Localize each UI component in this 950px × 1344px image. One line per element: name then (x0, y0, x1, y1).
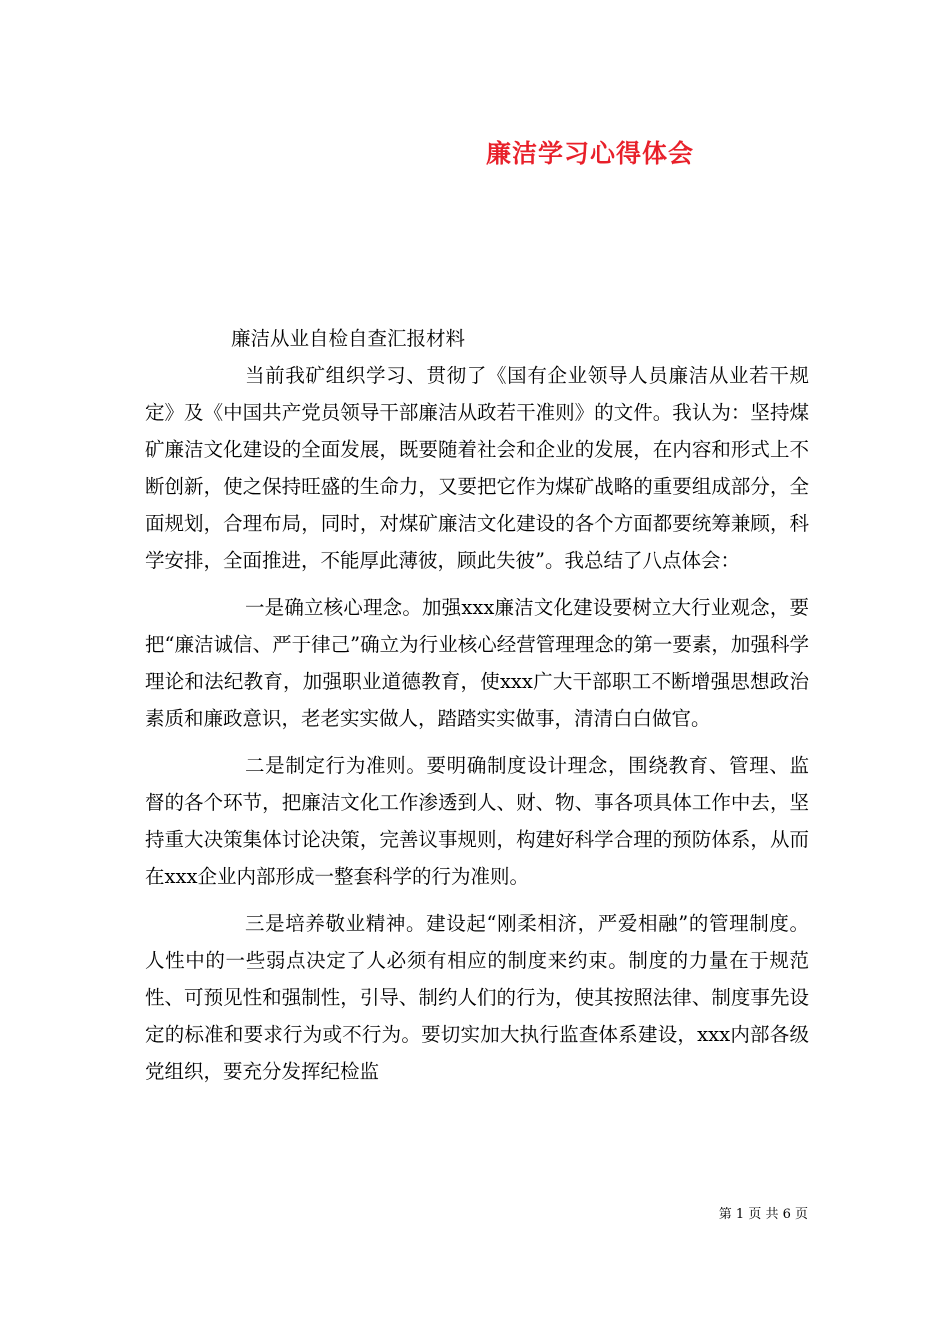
paragraph-intro: 当前我矿组织学习、贯彻了《国有企业领导人员廉洁从业若干规定》及《中国共产党员领导干部廉洁从政若干准则》的文件。我认为：坚持煤矿廉洁文化建设的全面发展，既要随着社会和企业的发展，在内容和形式上不断创新，使之保持旺盛的生命力，又要把它作为煤矿战略的重要组成部分，全面规划，合理布局，同时，对煤矿廉洁文化建设的各个方面都要统筹兼顾，科学安排，全面推进，不能厚此薄彼，顾此失彼”。我总结了八点体会： (145, 364, 809, 572)
paragraph-point-1: 一是确立核心理念。加强xxx廉洁文化建设要树立大行业观念，要把“廉洁诚信、严于律己”确立为行业核心经营管理理念的第一要素，加强科学理论和法纪教育，加强职业道德教育，使xxx广大干部职工不断增强思想政治素质和廉政意识，老老实实做人，踏踏实实做事，清清白白做官。 (145, 596, 809, 730)
document-title: 廉洁学习心得体会 (485, 139, 694, 168)
paragraph-point-3: 三是培养敬业精神。建设起“刚柔相济，严爱相融”的管理制度。人性中的一些弱点决定了人必须有相应的制度来约束。制度的力量在于规范性、可预见性和强制性，引导、制约人们的行为，使其按照法律、制度事先设定的标准和要求行为或不行为。要切实加大执行监查体系建设，xxx内部各级党组织，要充分发挥纪检监 (145, 912, 809, 1083)
paragraph-point-2: 二是制定行为准则。要明确制度设计理念，围绕教育、管理、监督的各个环节，把廉洁文化工作渗透到人、财、物、事各项具体工作中去，坚持重大决策集体讨论决策，完善议事规则，构建好科学合理的预防体系，从而在xxx企业内部形成一整套科学的行为准则。 (145, 754, 809, 888)
document-subtitle: 廉洁从业自检自查汇报材料 (231, 327, 466, 350)
page-number-footer: 第 1 页 共 6 页 (718, 1207, 808, 1222)
document-body (145, 320, 809, 1090)
